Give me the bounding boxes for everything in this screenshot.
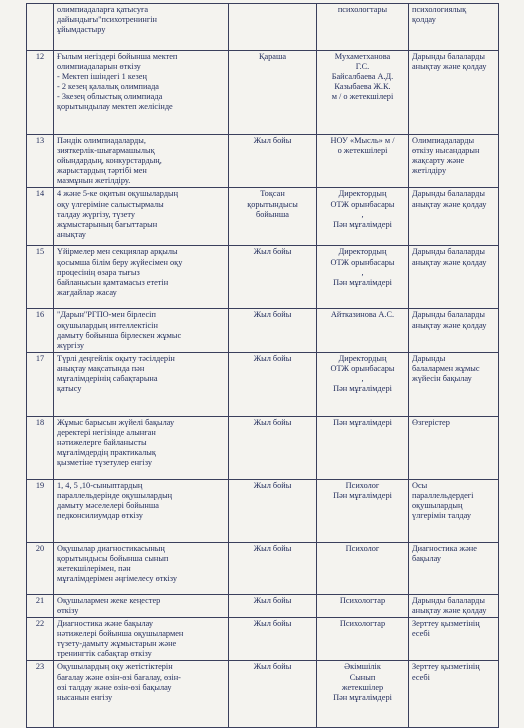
cell-text-line: жарыстардың тәртібі мен	[57, 166, 147, 176]
cell-text-line: Жыл бойы	[253, 247, 292, 257]
cell-text-line: - 3кезең облыстық олимпиада	[57, 92, 163, 102]
row-number-cell	[27, 188, 54, 246]
cell-text-line: о жетекшілері	[337, 146, 388, 156]
timeframe-cell	[229, 51, 317, 135]
expected-result-cell	[409, 51, 499, 135]
row-number-cell	[27, 135, 54, 188]
row-number: 17	[35, 353, 45, 363]
cell-text-line: дайындығы"психотренингін	[57, 15, 157, 25]
cell-text-line: м / о жетекшілері	[331, 92, 394, 102]
cell-text-line: анықтау мақсатында пән	[57, 363, 145, 373]
responsible-cell	[317, 135, 409, 188]
cell-text-line: анықтау және қолдау	[412, 320, 487, 330]
cell-text-line: мазмұнын жетілдіру.	[57, 176, 131, 186]
cell-text-line: Жыл бойы	[253, 543, 292, 553]
row-number: 18	[35, 417, 45, 427]
cell-text-line: қатысу	[57, 384, 82, 394]
cell-text-line: Диагностика және	[412, 543, 477, 553]
cell-text-line: қорытындысы	[247, 199, 298, 209]
activity-cell	[54, 618, 229, 661]
row-number: 21	[35, 595, 45, 605]
activity-cell	[54, 309, 229, 352]
cell-text-line: ОТЖ орынбасары	[330, 199, 395, 209]
cell-text-line: Жыл бойы	[253, 417, 292, 427]
cell-text-line: қорытындысы бойынша сынып	[57, 553, 169, 563]
row-number: 12	[35, 52, 45, 61]
cell-text-line: анықтау және қолдау	[412, 62, 487, 72]
cell-text-line: Оқушылардың оқу жетістіктерін	[57, 662, 173, 672]
expected-result-cell	[409, 135, 499, 188]
row-number-cell	[27, 479, 54, 542]
cell-text-line: Дарынды балаларды	[412, 52, 485, 61]
cell-text-line: олимпиадаларын өткізу	[57, 62, 141, 72]
expected-result-cell	[409, 594, 499, 617]
cell-text-line: Дарынды	[412, 353, 446, 363]
cell-text-line: есебі	[412, 672, 430, 682]
row-number-cell	[27, 618, 54, 661]
cell-text-line: Психолог	[345, 480, 380, 490]
cell-text-line: бойынша	[256, 209, 289, 219]
cell-text-line: өткізу	[57, 605, 79, 615]
cell-text-line: балалармен жұмыс	[412, 363, 480, 373]
cell-text-line: Дарынды балаларды	[412, 189, 485, 199]
cell-text-line: анықтау және қолдау	[412, 605, 487, 615]
row-number-cell	[27, 51, 54, 135]
cell-text-line: педконсилиумдар өткізу	[57, 511, 143, 521]
expected-result-cell	[409, 542, 499, 594]
cell-text-line: НОУ «Мысль» м /	[330, 136, 395, 145]
activity-cell	[54, 542, 229, 594]
table-row	[27, 135, 499, 188]
cell-text-line: үлгерімін талдау	[412, 511, 472, 521]
cell-text-line: Оқушылар диагностикасының	[57, 543, 165, 553]
responsible-cell	[317, 594, 409, 617]
cell-text-line: Зерттеу қызметінің	[412, 662, 480, 672]
cell-text-line: Пән мұғалімдері	[333, 384, 392, 394]
responsible-cell	[317, 188, 409, 246]
cell-text-line: Диагностика және бақылау	[57, 619, 154, 629]
plan-table-body	[27, 4, 499, 728]
cell-text-line: Директордың	[338, 189, 387, 199]
table-row	[27, 661, 499, 728]
activity-cell	[54, 352, 229, 416]
activity-cell	[54, 135, 229, 188]
cell-text-line: Жұмыс барысын жүйелі бақылау	[57, 417, 175, 427]
row-number-cell	[27, 661, 54, 728]
cell-text-line: психологиялық	[412, 5, 467, 14]
cell-text-line: Директордың	[338, 353, 387, 363]
timeframe-cell	[229, 4, 317, 51]
cell-text-line: "Дарын"РГПО-мен бірлесіп	[57, 310, 156, 320]
cell-text-line: 1, 4, 5 ,10-сыныптардың	[57, 480, 143, 490]
cell-text-line: қосымша білім беру жүйесімен оқу	[57, 257, 183, 267]
row-number: 20	[35, 543, 45, 553]
timeframe-cell	[229, 309, 317, 352]
cell-text-line: Зерттеу қызметінің	[412, 619, 480, 629]
cell-text-line: жетілдіру	[412, 166, 447, 176]
cell-text-line: Пән мұғалімдері	[333, 692, 392, 702]
row-number-cell	[27, 4, 54, 51]
cell-text-line: мұғалімдерімен әңгімелесу өткізу	[57, 574, 178, 584]
expected-result-cell	[409, 246, 499, 309]
cell-text-line: нәтижелерге байланысты	[57, 438, 147, 448]
table-row	[27, 542, 499, 594]
cell-text-line: түзету-дамыту жұмыстарын және	[57, 639, 177, 649]
table-row	[27, 594, 499, 617]
cell-text-line: жұмыстарының бағыттарын	[57, 219, 158, 229]
cell-text-line: Психологтар	[339, 619, 386, 629]
cell-text-line: өзі талдау және өзін-өзі бақылау	[57, 682, 172, 692]
cell-text-line: мұғалімдердің практикалық	[57, 448, 156, 458]
cell-text-line: қолдау	[412, 15, 436, 25]
cell-text-line: Оқушылармен жеке кеңестер	[57, 595, 161, 605]
timeframe-cell	[229, 246, 317, 309]
cell-text-line: мұғалімдерінің сабақтарына	[57, 374, 158, 384]
cell-text-line: Сынып	[349, 672, 376, 682]
expected-result-cell	[409, 4, 499, 51]
cell-text-line: Жыл бойы	[253, 662, 292, 672]
cell-text-line: - 2 кезең қалалық олимпиада	[57, 82, 159, 92]
responsible-cell	[317, 416, 409, 479]
cell-text-line: анықтау және қолдау	[412, 257, 487, 267]
timeframe-cell	[229, 479, 317, 542]
expected-result-cell	[409, 309, 499, 352]
timeframe-cell	[229, 618, 317, 661]
plan-table	[26, 3, 499, 728]
cell-text-line: нәтижелері бойынша оқушылармен	[57, 629, 184, 639]
cell-text-line: Түрлі деңгейлік оқыту тәсілдерін	[57, 353, 175, 363]
responsible-cell	[317, 246, 409, 309]
cell-text-line: 4 және 5-ке оқитын оқушылардың	[57, 189, 179, 199]
activity-cell	[54, 4, 229, 51]
cell-text-line: ОТЖ орынбасары	[330, 363, 395, 373]
activity-cell	[54, 51, 229, 135]
row-number: 19	[35, 480, 45, 490]
activity-cell	[54, 661, 229, 728]
cell-text-line: Дарынды балаларды	[412, 247, 485, 257]
cell-text-line: Тоқсан	[260, 189, 285, 199]
table-row	[27, 188, 499, 246]
cell-text-line: Жыл бойы	[253, 595, 292, 605]
cell-text-line: ұйымдастыру	[57, 25, 106, 35]
timeframe-cell	[229, 352, 317, 416]
cell-text-line: анықтау	[57, 229, 86, 239]
cell-text-line: оқу үлгерiмiне салыстырмалы	[57, 199, 164, 209]
row-number: 22	[35, 619, 45, 629]
responsible-cell	[317, 618, 409, 661]
cell-text-line: Осы	[412, 480, 428, 490]
cell-text-line: жетекшілерімен, пән	[57, 564, 131, 574]
table-row	[27, 246, 499, 309]
cell-text-line: қорытындылау мектеп желісінде	[57, 102, 173, 112]
row-number: 15	[35, 247, 45, 257]
cell-text-line: - Мектеп ішіндегі 1 кезең	[57, 72, 147, 82]
cell-text-line: қызметіне түзетулер енгізу	[57, 458, 152, 468]
cell-text-line: тренингтік сабақтар өткізу	[57, 649, 152, 659]
activity-cell	[54, 479, 229, 542]
cell-text-line: Жыл бойы	[253, 619, 292, 629]
cell-text-line: Пән мұғалімдері	[333, 219, 392, 229]
table-row	[27, 4, 499, 51]
table-row	[27, 416, 499, 479]
cell-text-line: олимпиадаларға қатысуға	[57, 5, 149, 14]
cell-text-line: зияткерлік-шығармашылық	[57, 146, 155, 156]
cell-text-line: оқушылардың интеллектісін	[57, 320, 158, 330]
cell-text-line: Жыл бойы	[253, 480, 292, 490]
row-number: 14	[35, 189, 45, 199]
responsible-cell	[317, 479, 409, 542]
responsible-cell	[317, 661, 409, 728]
cell-text-line: Қараша	[258, 52, 287, 61]
responsible-cell	[317, 542, 409, 594]
cell-text-line: байланысын қамтамасыз ететін	[57, 277, 169, 287]
table-row	[27, 479, 499, 542]
timeframe-cell	[229, 661, 317, 728]
timeframe-cell	[229, 135, 317, 188]
cell-text-line: өткізу нысандарын	[412, 146, 480, 156]
activity-cell	[54, 416, 229, 479]
cell-text-line: Г.С.	[355, 62, 370, 72]
cell-text-line: жағдайлар жасау	[57, 287, 117, 297]
row-number-cell	[27, 246, 54, 309]
activity-cell	[54, 246, 229, 309]
cell-text-line: ойындардың, конкурстардың,	[57, 156, 162, 166]
cell-text-line: жүргізу	[57, 340, 84, 350]
cell-text-line: Пән мұғалімдері	[333, 490, 392, 500]
cell-text-line: ОТЖ орынбасары	[330, 257, 395, 267]
responsible-cell	[317, 4, 409, 51]
cell-text-line: Байсалбаева А.Д.	[331, 72, 394, 82]
table-row	[27, 309, 499, 352]
timeframe-cell	[229, 188, 317, 246]
table-row	[27, 618, 499, 661]
cell-text-line: Пән мұғалімдері	[333, 277, 392, 287]
cell-text-line: талдау жүргізу, түзету	[57, 209, 136, 219]
cell-text-line: жақсарту және	[412, 156, 465, 166]
expected-result-cell	[409, 618, 499, 661]
expected-result-cell	[409, 479, 499, 542]
row-number: 16	[35, 310, 45, 320]
row-number-cell	[27, 594, 54, 617]
table-row	[27, 51, 499, 135]
responsible-cell	[317, 352, 409, 416]
cell-text-line: нысанын енгізу	[57, 692, 113, 702]
cell-text-line: ,	[361, 374, 364, 384]
cell-text-line: деректері негізінде алынған	[57, 427, 156, 437]
cell-text-line: Дарынды балаларды	[412, 310, 485, 320]
table-row	[27, 352, 499, 416]
expected-result-cell	[409, 188, 499, 246]
cell-text-line: процесінің өзара тығыз	[57, 267, 140, 277]
activity-cell	[54, 594, 229, 617]
cell-text-line: бағалау және өзін-өзі бағалау, өзін-	[57, 672, 181, 682]
cell-text-line: параллельдерінде оқушылардың	[57, 490, 173, 500]
cell-text-line: параллельдердегі	[412, 490, 474, 500]
cell-text-line: бақылау	[412, 553, 442, 563]
row-number-cell	[27, 416, 54, 479]
row-number: 23	[35, 662, 45, 672]
cell-text-line: Пән мұғалімдері	[333, 417, 392, 427]
activity-cell	[54, 188, 229, 246]
cell-text-line: Психологтар	[339, 595, 386, 605]
cell-text-line: Өзгерістер	[412, 417, 450, 427]
row-number-cell	[27, 309, 54, 352]
row-number-cell	[27, 352, 54, 416]
cell-text-line: Пәндік олимпиадаларды,	[57, 136, 146, 145]
timeframe-cell	[229, 594, 317, 617]
responsible-cell	[317, 51, 409, 135]
cell-text-line: оқушылардың	[412, 501, 463, 511]
expected-result-cell	[409, 416, 499, 479]
cell-text-line: Мухаметханова	[334, 52, 391, 61]
cell-text-line: дамыту мәселелері бойынша	[57, 501, 159, 511]
cell-text-line: жүйесін бақылау	[412, 374, 472, 384]
cell-text-line: Директордың	[338, 247, 387, 257]
cell-text-line: Ғылым негіздері бойынша мектеп	[57, 52, 178, 61]
expected-result-cell	[409, 352, 499, 416]
cell-text-line: есебі	[412, 629, 430, 639]
cell-text-line: дамыту бойынша бірлескен жұмыс	[57, 330, 182, 340]
timeframe-cell	[229, 416, 317, 479]
row-number: 13	[35, 136, 45, 145]
expected-result-cell	[409, 661, 499, 728]
cell-text-line: Олимпиадаларды	[412, 136, 475, 145]
cell-text-line: Дарынды балаларды	[412, 595, 485, 605]
cell-text-line: Әкімшілік	[344, 662, 381, 672]
cell-text-line: Психолог	[345, 543, 380, 553]
cell-text-line: Жыл бойы	[253, 353, 292, 363]
timeframe-cell	[229, 542, 317, 594]
cell-text-line: Айтказинова А.С.	[330, 310, 395, 320]
cell-text-line: Үйірмелер мен секциялар арқылы	[57, 247, 178, 257]
row-number-cell	[27, 542, 54, 594]
responsible-cell	[317, 309, 409, 352]
cell-text-line: Жыл бойы	[253, 136, 292, 145]
cell-text-line: ,	[361, 209, 364, 219]
cell-text-line: Казыбаева Ж.К.	[334, 82, 391, 92]
cell-text-line: анықтау және қолдау	[412, 199, 487, 209]
cell-text-line: жетекшілер	[341, 682, 384, 692]
cell-text-line: психологтары	[337, 5, 388, 14]
cell-text-line: ,	[361, 267, 364, 277]
cell-text-line: Жыл бойы	[253, 310, 292, 320]
